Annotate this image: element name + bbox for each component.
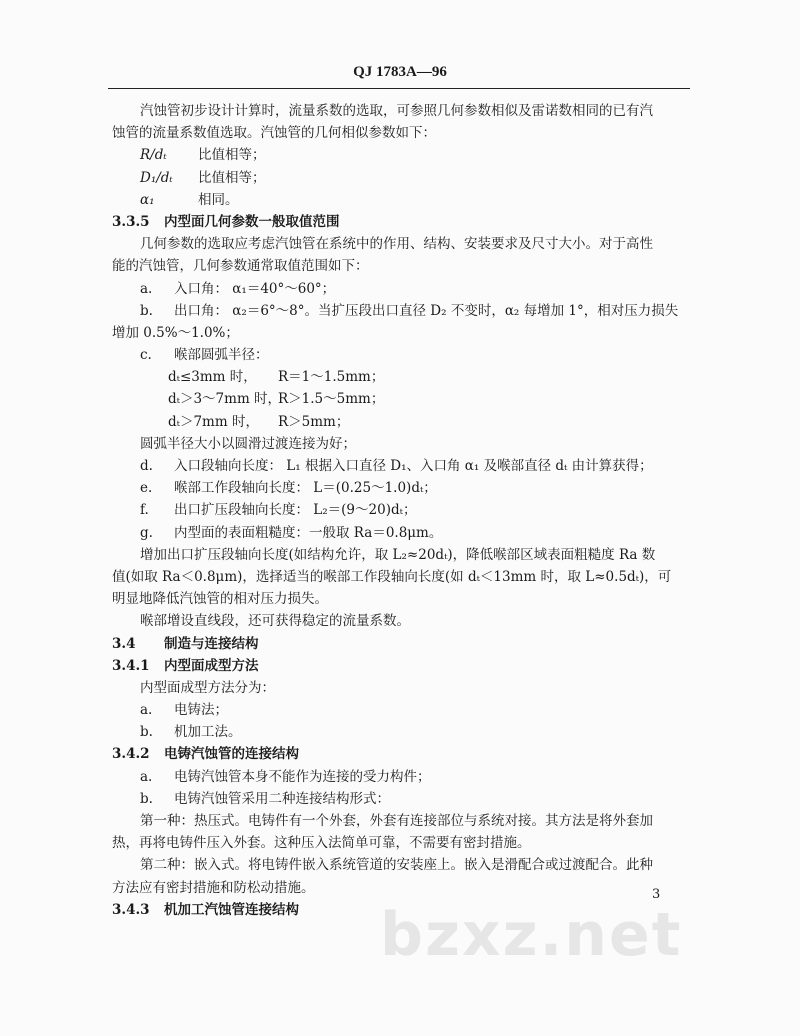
line-text: 制造与连接结构 — [164, 635, 259, 652]
line-text: 电铸汽蚀管的连接结构 — [164, 746, 299, 763]
line-text: 比值相等； — [198, 169, 266, 186]
list-item-label: a. — [140, 280, 153, 297]
text-line — [112, 189, 680, 211]
document-code-header: QJ 1783A—96 — [353, 64, 447, 80]
line-text: 值(如取 Ra＜0.8μm)，选择适当的喉部工作段轴向长度(如 dₜ＜13mm 时，取 L≈0.5dₜ)，可 — [112, 568, 672, 585]
line-text: 相同。 — [198, 191, 239, 208]
list-item-label: d. — [140, 458, 153, 474]
parameter-symbol: R/dₜ — [140, 147, 167, 164]
text-line — [112, 455, 680, 477]
line-text: 第一种：热压式。电铸件有一个外套，外套有连接部位与系统对接。其方法是将外套加 — [140, 813, 653, 829]
section-number: 3.4 — [112, 635, 136, 652]
range-condition: dₜ＞7mm 时， — [168, 413, 259, 430]
list-item-label: a. — [140, 768, 153, 785]
line-text: 喉部圆弧半径： — [174, 347, 269, 364]
text-line — [112, 388, 680, 410]
line-text: 入口段轴向长度： L₁ 根据入口直径 D₁、入口角 α₁ 及喉部直径 dₜ 由计算获得； — [174, 458, 653, 474]
line-text: 出口扩压段轴向长度： L₂＝(9～20)dₜ； — [174, 502, 417, 519]
list-item-label: a. — [140, 702, 153, 719]
line-text: 热，再将电铸件压入外套。这种压入法简单可靠，不需要有密封措施。 — [112, 835, 531, 852]
section-heading — [112, 743, 680, 765]
section-number: 3.4.2 — [112, 746, 150, 763]
text-line — [112, 677, 680, 699]
parameter-symbol: α₁ — [140, 191, 155, 208]
text-line — [112, 854, 680, 876]
line-text: 圆弧半径大小以圆滑过渡连接为好； — [140, 435, 356, 452]
text-line — [112, 788, 680, 810]
list-item-label: e. — [140, 480, 153, 497]
line-text: 比值相等； — [198, 147, 266, 164]
line-text: 电铸汽蚀管采用二种连接结构形式： — [174, 790, 390, 807]
list-item-label: b. — [140, 724, 153, 741]
text-line — [112, 144, 680, 166]
text-line — [112, 721, 680, 743]
document-body — [112, 100, 680, 921]
text-line — [112, 233, 680, 255]
line-text: 内型面几何参数一般取值范围 — [164, 213, 340, 230]
line-text: 入口角： α₁＝40°～60°； — [174, 280, 336, 297]
list-item-label: g. — [140, 524, 153, 541]
text-line — [112, 278, 680, 300]
text-line — [112, 544, 680, 566]
line-text: 几何参数的选取应考虑汽蚀管在系统中的作用、结构、安装要求及尺寸大小。对于高性 — [140, 236, 653, 253]
line-text: 出口角： α₂＝6°～8°。当扩压段出口直径 D₂ 不变时，α₂ 每增加 1°，相对压力损失 — [174, 302, 679, 319]
section-number: 3.4.3 — [112, 901, 150, 918]
list-item-label: b. — [140, 302, 153, 319]
page-number: 3 — [652, 887, 661, 902]
text-line — [112, 122, 680, 144]
line-text: R＝1～1.5mm； — [278, 369, 385, 386]
line-text: 蚀管的流量系数值选取。汽蚀管的几何相似参数如下： — [112, 125, 436, 142]
line-text: 内型面成型方法分为： — [140, 679, 275, 696]
text-line — [112, 522, 680, 544]
watermark: bzxz.net — [380, 900, 683, 970]
text-line — [112, 477, 680, 499]
section-number: 3.4.1 — [112, 657, 150, 674]
text-line — [112, 610, 680, 632]
text-line — [112, 344, 680, 366]
text-line — [112, 433, 680, 455]
text-line — [112, 366, 680, 388]
line-text: 方法应有密封措施和防松动措施。 — [112, 879, 315, 896]
text-line — [112, 322, 680, 344]
text-line — [112, 499, 680, 521]
line-text: 增加 0.5%～1.0%； — [112, 324, 239, 341]
parameter-symbol: D₁/dₜ — [140, 169, 173, 186]
line-text: 第二种：嵌入式。将电铸件嵌入系统管道的安装座上。嵌入是滑配合或过渡配合。此种 — [140, 857, 653, 874]
list-item-label: b. — [140, 790, 153, 807]
line-text: 能的汽蚀管，几何参数通常取值范围如下： — [112, 258, 369, 275]
text-line — [112, 167, 680, 189]
line-text: 喉部增设直线段，还可获得稳定的流量系数。 — [140, 613, 410, 630]
text-line — [112, 100, 680, 122]
text-line — [112, 832, 680, 854]
text-line — [112, 566, 680, 588]
line-text: 内型面的表面粗糙度：一般取 Ra＝0.8μm。 — [174, 524, 443, 541]
text-line — [112, 255, 680, 277]
text-line — [112, 411, 680, 433]
line-text: 内型面成型方法 — [164, 657, 259, 674]
section-heading — [112, 211, 680, 233]
range-condition: dₜ≤3mm 时， — [168, 369, 257, 386]
line-text: 喉部工作段轴向长度： L＝(0.25～1.0)dₜ； — [174, 480, 437, 497]
text-line — [112, 300, 680, 322]
list-item-label: c. — [140, 347, 152, 364]
line-text: 增加出口扩压段轴向长度(如结构允许，取 L₂≈20dₜ)，降低喉部区域表面粗糙度 Ra 数 — [140, 546, 656, 563]
line-text: 机加工汽蚀管连接结构 — [164, 901, 299, 918]
line-text: 机加工法。 — [174, 724, 242, 741]
list-item-label: f. — [140, 502, 149, 519]
line-text: 汽蚀管初步设计计算时，流量系数的选取，可参照几何参数相似及雷诺数相同的已有汽 — [140, 103, 653, 119]
text-line — [112, 810, 680, 832]
section-number: 3.3.5 — [112, 213, 150, 230]
line-text: R＞1.5～5mm； — [278, 391, 385, 408]
text-line — [112, 766, 680, 788]
line-text: R＞5mm； — [278, 413, 350, 430]
line-text: 电铸法； — [174, 702, 228, 719]
range-condition: dₜ＞3～7mm 时， — [168, 391, 282, 408]
text-line — [112, 699, 680, 721]
line-text: 明显地降低汽蚀管的相对压力损失。 — [112, 591, 328, 608]
text-line — [112, 588, 680, 610]
header-rule — [108, 88, 690, 89]
section-heading — [112, 655, 680, 677]
line-text: 电铸汽蚀管本身不能作为连接的受力构件； — [174, 768, 431, 785]
section-heading — [112, 633, 680, 655]
text-line — [112, 877, 680, 899]
